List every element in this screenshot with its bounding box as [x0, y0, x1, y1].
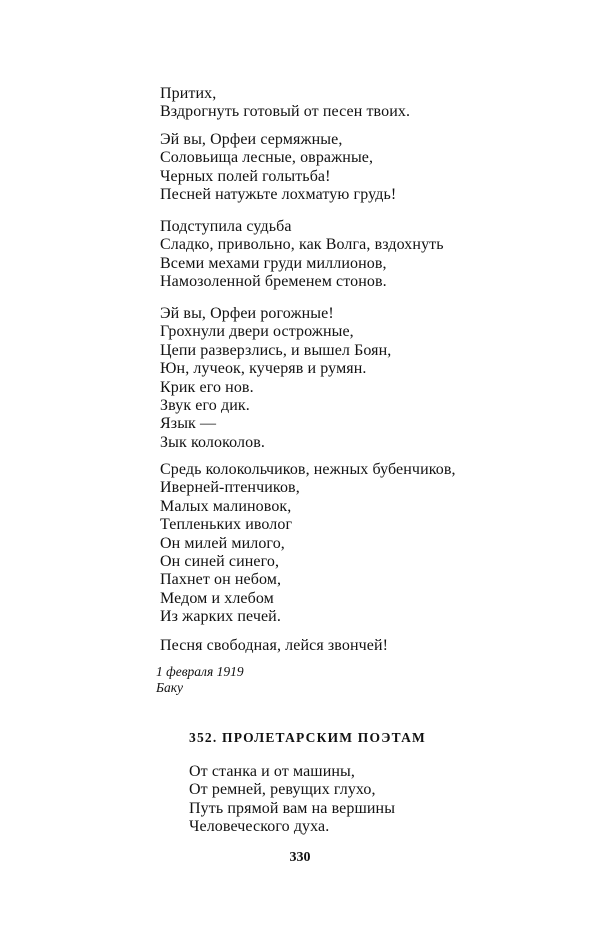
- poem-line: Вздрогнуть готовый от песен твоих.: [160, 103, 411, 121]
- poem-line: Тепленьких иволог: [160, 516, 293, 534]
- poem-line: Песней натужьте лохматую грудь!: [160, 186, 397, 204]
- poem-line: Эй вы, Орфеи рогожные!: [160, 305, 334, 322]
- poem-line: Язык —: [160, 415, 217, 433]
- poem-line: Из жарких печей.: [160, 608, 281, 626]
- poem-line: Притих,: [160, 85, 217, 102]
- poem-stanza: [189, 763, 395, 837]
- poem-line: Иверней-птенчиков,: [160, 479, 300, 497]
- poem-dateline: [156, 664, 244, 696]
- poem-stanza: [160, 305, 391, 452]
- poem-line: От станка и от машины,: [189, 763, 355, 780]
- poem-line: Намозоленной бременем стонов.: [160, 273, 387, 291]
- poem-line: Всеми мехами груди миллионов,: [160, 254, 387, 272]
- poem-stanza: [160, 461, 456, 627]
- poem-line: Эй вы, Орфеи сермяжные,: [160, 131, 343, 148]
- poem-line: Соловьища лесные, овражные,: [160, 149, 374, 167]
- poem-line: Песня свободная, лейся звончей!: [160, 637, 389, 654]
- poem-line: Звук его дик.: [160, 397, 250, 415]
- poem-stanza: [160, 637, 388, 655]
- poem-line: Подступила судьба: [160, 218, 292, 235]
- poem-title: 352. ПРОЛЕТАРСКИМ ПОЭТАМ: [189, 730, 426, 745]
- poem-line: Сладко, привольно, как Волга, вздохнуть: [160, 236, 444, 254]
- poem-line: От ремней, ревущих глухо,: [189, 781, 376, 799]
- poem-place: Баку: [156, 680, 184, 695]
- poem-line: Человеческого духа.: [189, 818, 330, 836]
- poem-date: 1 февраля 1919: [156, 664, 244, 679]
- poem-stanza: [160, 131, 396, 205]
- poem-line: Черных полей голытьба!: [160, 167, 331, 185]
- poem-line: Он синей синего,: [160, 553, 280, 571]
- poem-line: Путь прямой вам на вершины: [189, 799, 396, 817]
- poem-line: Медом и хлебом: [160, 589, 274, 607]
- poem-line: Средь колокольчиков, нежных бубенчиков,: [160, 461, 456, 478]
- poem-line: Зык колоколов.: [160, 433, 265, 451]
- poem-line: Пахнет он небом,: [160, 571, 282, 589]
- poem-line: Малых малиновок,: [160, 497, 292, 515]
- page-number: 330: [289, 850, 311, 865]
- poem-line: Цепи разверзлись, и вышел Боян,: [160, 341, 392, 359]
- poem-line: Он милей милого,: [160, 534, 285, 552]
- poem-line: Юн, лучеок, кучеряв и румян.: [160, 360, 367, 378]
- poem-stanza: [160, 85, 410, 122]
- poem-line: Крик его нов.: [160, 378, 254, 396]
- poem-line: Грохнули двери острожные,: [160, 323, 354, 341]
- poem-stanza: [160, 218, 444, 292]
